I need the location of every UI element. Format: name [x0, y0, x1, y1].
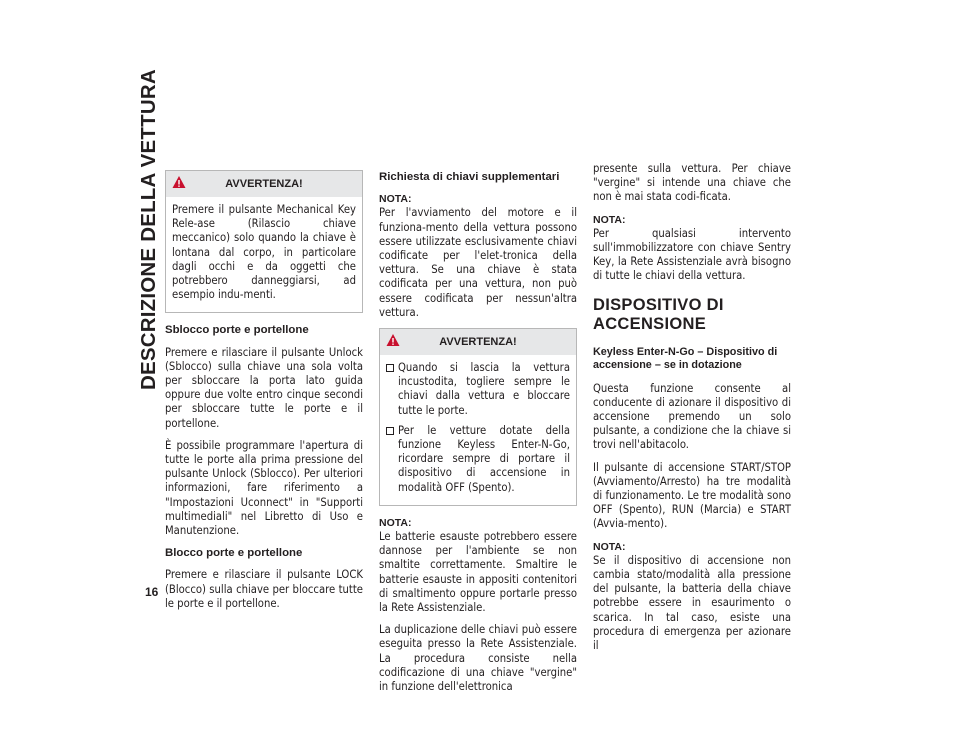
warning-box: [165, 170, 363, 313]
heading-lock: Blocco porte e portellone: [165, 547, 303, 560]
paragraph: Il pulsante di accensione START/STOP (Avviamento/Arresto) ha tre modalità di funzionamento. Le tre modalità sono OFF (Spento), RUN (Marcia) e START (Avvia-mento).: [593, 460, 791, 531]
column-1: [165, 170, 363, 619]
note: [379, 192, 577, 320]
section-side-title: [132, 69, 166, 390]
note-label: NOTA:: [379, 516, 412, 529]
heading-extra-keys: Richiesta di chiavi supplementari: [379, 171, 560, 183]
note: [593, 213, 791, 284]
page-number: 16: [145, 585, 159, 599]
checkbox-bullet-icon: [386, 427, 394, 435]
paragraph: Premere e rilasciare il pulsante LOCK (Blocco) sulla chiave per bloccare tutte le porte e il portellone.: [165, 568, 363, 610]
note-text: Per qualsiasi intervento sull'immobilizzatore con chiave Sentry Key, la Rete Assistenziale avrà bisogno di tutte le chiavi della vettura.: [593, 226, 791, 283]
note-text: Per l'avviamento del motore e il funziona-mento della vettura possono essere utilizzate esclusivamente chiavi codificate per l'elet-tronica della vettura. Se una chiave è stata codificata per una vettura, non può essere codificata per nessun'altra vettura.: [379, 206, 577, 319]
column-2: [379, 170, 577, 702]
note: [379, 516, 577, 615]
warning-header: [166, 171, 362, 197]
paragraph: Questa funzione consente al conducente di azionare il dispositivo di accensione premendo un solo pulsante, a condizione che la chiave si trovi nell'abitacolo.: [593, 381, 791, 452]
paragraph: presente sulla vettura. Per chiave "vergine" si intende una chiave che non è mai stata codi-ficata.: [593, 162, 791, 204]
warning-text: Premere il pulsante Mechanical Key Rele-ase (Rilascio chiave meccanico) solo quando la chiave è lontana dal corpo, in particolare dagli occhi e da oggetti che potrebbero danneggiarsi, ad esempio indu-menti.: [172, 203, 356, 302]
warning-header: [380, 329, 576, 355]
warning-item: [386, 361, 570, 418]
warning-title: AVVERTENZA!: [439, 335, 517, 348]
warning-box: [379, 328, 577, 506]
warning-item-text: Per le vetture dotate della funzione Keyless Enter-N-Go, ricordare sempre di portare il dispositivo di accensione in modalità OFF (Spento).: [398, 423, 570, 494]
note-label: NOTA:: [379, 193, 412, 206]
paragraph: Premere e rilasciare il pulsante Unlock (Sblocco) sulla chiave una sola volta per sbloccare la porta lato guida oppure due volte entro cinque secondi per sbloccare tutte le porte e il portellone.: [165, 345, 363, 430]
paragraph: La duplicazione delle chiavi può essere eseguita presso la Rete Assistenziale. La procedura consiste nella codificazione di una chiave "vergine" in funzione dell'elettronica: [379, 623, 577, 694]
section-heading: DISPOSITIVO DI ACCENSIONE: [593, 295, 724, 333]
heading-unlock: Sblocco porte e portellone: [165, 324, 309, 337]
warning-triangle-icon: [172, 175, 186, 189]
warning-item-text: Quando si lascia la vettura incustodita, togliere sempre le chiavi dalla vettura e bloccare tutte le porte.: [398, 361, 570, 417]
note-label: NOTA:: [593, 213, 626, 226]
side-title-text: DESCRIZIONE DELLA VETTURA: [137, 69, 160, 390]
note-label: NOTA:: [593, 540, 626, 553]
warning-title: AVVERTENZA!: [225, 177, 303, 190]
warning-triangle-icon: [386, 333, 400, 347]
column-3: [593, 162, 791, 661]
checkbox-bullet-icon: [386, 364, 394, 372]
warning-item: [386, 424, 570, 495]
note: [593, 540, 791, 654]
subsection-heading: Keyless Enter-N-Go – Dispositivo di accensione – se in dotazione: [593, 345, 778, 371]
note-text: Se il dispositivo di accensione non cambia stato/modalità alla pressione del pulsante, la batteria della chiave potrebbe essere in esaurimento o scarica. In tal caso, esiste una procedura di emergenza per azionare il: [593, 553, 791, 653]
note-text: Le batterie esauste potrebbero essere dannose per l'ambiente se non smaltite correttamente. Smaltire le batterie esauste in appositi contenitori di smaltimento oppure portarle presso la Rete Assistenziale.: [379, 530, 577, 615]
paragraph: È possibile programmare l'apertura di tutte le porte alla prima pressione del pulsante Unlock (Sblocco). Per ulteriori informazioni, fare riferimento a "Impostazioni Uconnect" in "Supporti multimediali" nel Libretto di Uso e Manutenzione.: [165, 438, 363, 538]
